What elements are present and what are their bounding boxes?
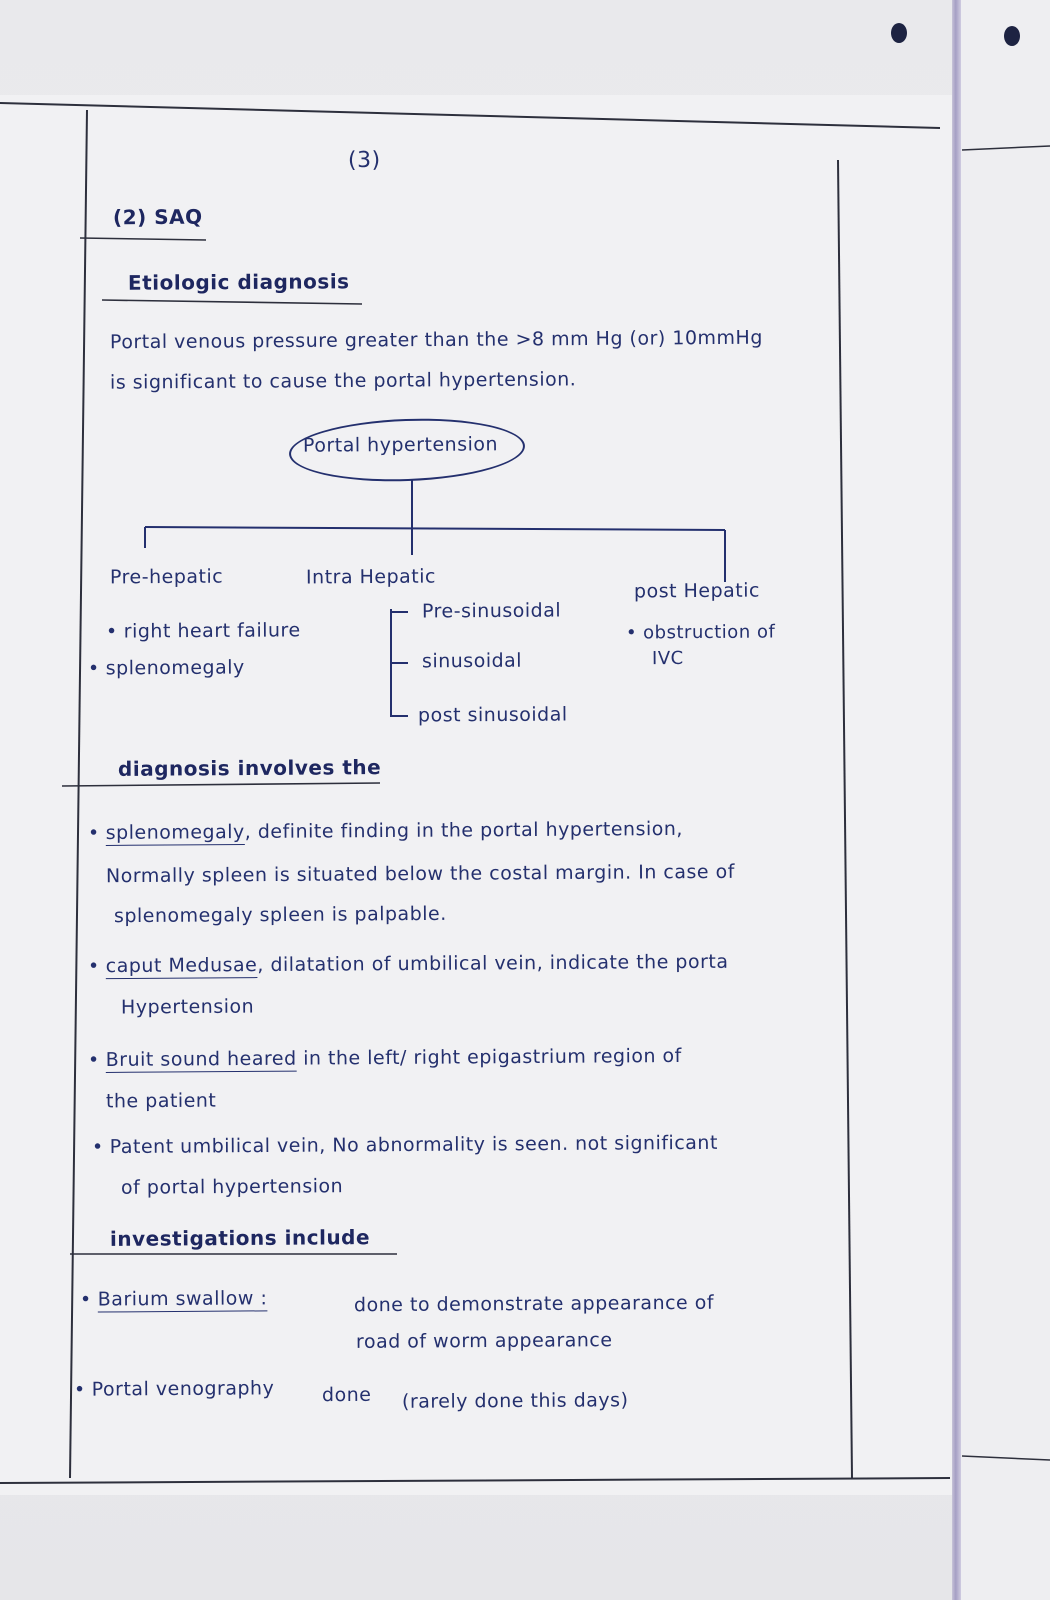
prehepatic-label: Pre-hepatic [109,565,224,589]
diagnosis-text: , definite finding in the portal hypertension, [244,817,684,843]
bracket-tick [390,715,408,717]
next-page-bottom-rule [962,1456,1050,1460]
diagnosis-point-1 [88,818,683,844]
diagnosis-term: Bruit sound heared [105,1047,297,1071]
investigation-item [80,1287,267,1310]
diagnosis-term: caput Medusae [105,954,258,978]
intrahepatic-item: post sinusoidal [417,703,568,727]
investigations-heading: investigations include [109,1225,371,1251]
section-title: (2) SAQ [112,204,203,230]
diagnosis-text: the patient [105,1089,217,1113]
top-rule [0,103,940,128]
tree-bar [145,527,725,530]
bracket-tick [390,662,408,664]
investigation-description: road of worm appearance [355,1329,613,1353]
page-number: (3) [347,147,381,174]
bottom-rule [0,1478,950,1483]
title-underline [80,238,206,240]
intrahepatic-item: Pre-sinusoidal [421,599,562,623]
investigation-term: Barium swallow : [97,1287,268,1311]
diagnosis-text: splenomegaly spleen is palpable. [113,902,447,928]
left-margin-rule [70,110,87,1478]
diagnosis-text: Hypertension [120,995,255,1019]
investigation-note: (rarely done this days) [401,1389,629,1413]
diagnosis-text: Normally spleen is situated below the costal margin. In case of [105,860,735,888]
etiology-underline [102,300,362,304]
etiology-text-line-2: is significant to cause the portal hypertension. [109,368,577,394]
prehepatic-item: • splenomegaly [88,656,245,679]
posthepatic-item: • obstruction of [626,621,775,643]
diagnosis-text: , dilatation of umbilical vein, indicate the porta [257,950,729,977]
diagnosis-heading: diagnosis involves the [117,755,382,781]
intrahepatic-item: sinusoidal [421,649,523,673]
next-page-top-rule [962,146,1050,150]
posthepatic-label: post Hepatic [633,579,761,603]
diagnosis-point-2 [88,951,729,977]
diagnosis-text: of portal hypertension [120,1175,344,1199]
prehepatic-item: • right heart failure [106,619,301,642]
investigation-item: • Portal venography [74,1377,274,1400]
intrahepatic-label: Intra Hepatic [305,565,437,589]
etiology-text-line-1: Portal venous pressure greater than the >8 mm Hg (or) 10mmHg [109,326,763,354]
investigation-done: done [321,1383,372,1407]
bracket-tick [390,611,408,613]
investigation-description: done to demonstrate appearance of [353,1291,715,1317]
diagnosis-point-3 [88,1045,682,1071]
etiology-heading: Etiologic diagnosis [127,269,350,295]
right-margin-rule [838,160,852,1478]
diagram-root-label: Portal hypertension [302,433,499,457]
posthepatic-item: IVC [651,647,684,670]
diagnosis-term: splenomegaly [105,820,245,844]
diagnosis-point-4: • Patent umbilical vein, No abnormality is seen. not significant [92,1132,718,1158]
diagnosis-underline [62,783,380,786]
diagnosis-text: in the left/ right epigastrium region of [296,1044,682,1070]
